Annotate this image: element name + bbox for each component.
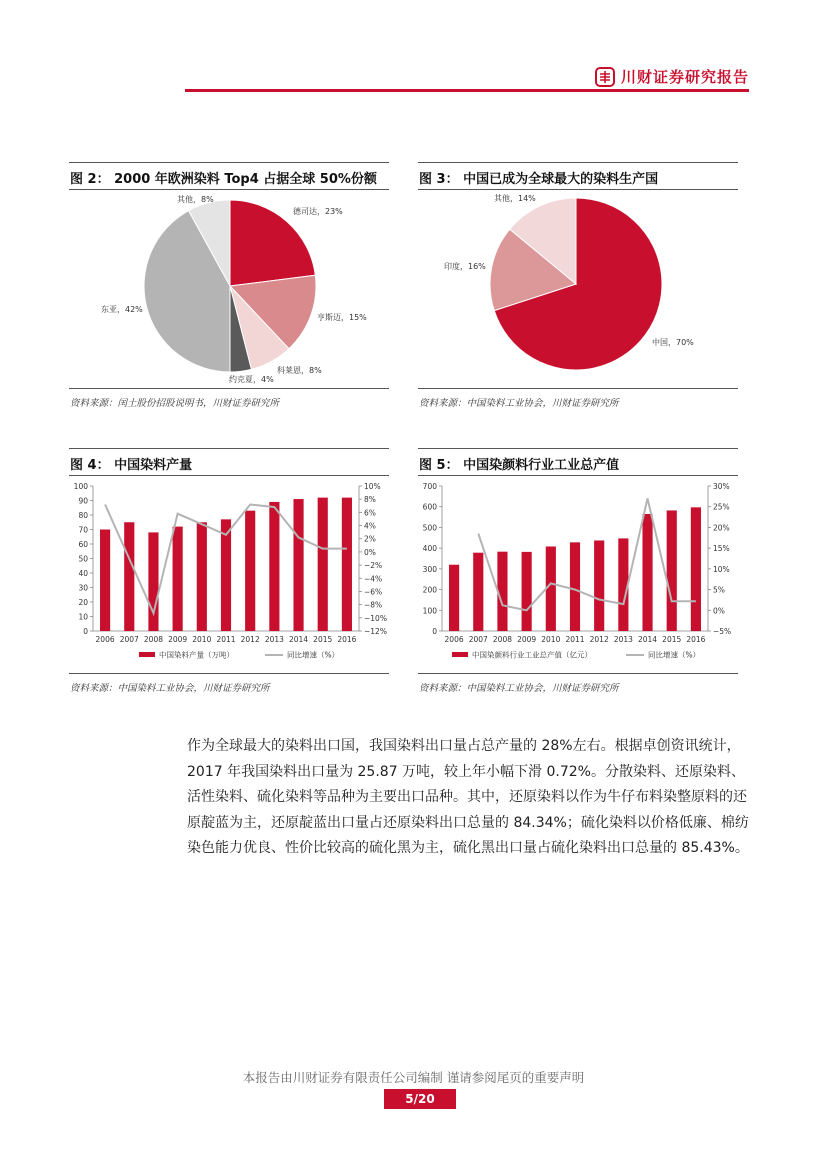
right-tick-label: −4%	[364, 574, 383, 584]
x-tick-label: 2016	[686, 635, 706, 644]
left-tick-label: 90	[78, 496, 88, 506]
bar-2008	[497, 552, 507, 631]
x-tick-label: 2006	[444, 635, 464, 644]
x-tick-label: 2013	[264, 635, 284, 644]
right-tick-label: 10%	[364, 482, 381, 491]
right-tick-label: 4%	[364, 521, 376, 531]
fig4-source: 资料来源：中国染料工业协会，川财证券研究所	[70, 683, 270, 694]
left-tick-label: 400	[422, 544, 437, 554]
right-tick-label: 5%	[713, 585, 725, 595]
legend-bar-label: 中国染料产量（万吨）	[159, 650, 234, 660]
pie-label-3: 约克夏，4%	[229, 375, 274, 384]
bar-2012	[245, 511, 255, 631]
left-tick-label: 700	[422, 482, 437, 491]
bar-2007	[473, 553, 483, 631]
left-tick-label: 200	[422, 585, 437, 595]
left-tick-label: 80	[78, 511, 88, 520]
fig5-top-rule	[418, 448, 738, 449]
x-tick-label: 2014	[637, 635, 658, 644]
left-tick-label: 20	[78, 598, 88, 607]
bar-2006	[100, 530, 110, 632]
x-tick-label: 2008	[492, 635, 513, 644]
fig3-title: 图 3： 中国已成为全球最大的染料生产国	[419, 172, 659, 187]
fig3-source: 资料来源：中国染料工业协会，川财证券研究所	[419, 398, 619, 409]
x-tick-label: 2010	[192, 635, 212, 644]
left-tick-label: 10	[78, 612, 88, 622]
left-tick-label: 0	[432, 627, 437, 636]
footer-disclaimer: 本报告由川财证券有限责任公司编制 谨请参阅尾页的重要声明	[242, 1070, 585, 1085]
bar-2007	[124, 522, 134, 631]
x-tick-label: 2011	[216, 635, 236, 644]
fig4-bottom-rule	[69, 673, 389, 674]
fig2-pie-chart	[69, 190, 389, 386]
bar-2008	[148, 532, 158, 631]
left-tick-label: 600	[422, 502, 437, 512]
fig3-top-rule	[418, 162, 738, 163]
pie-label-1: 亨斯迈，15%	[317, 313, 367, 322]
x-tick-label: 2015	[662, 635, 682, 644]
x-tick-label: 2009	[168, 635, 188, 644]
body-paragraph: 作为全球最大的染料出口国，我国染料出口量占总产量的 28%左右。根据卓创资讯统计，2017 年我国染料出口量为 25.87 万吨，较上年小幅下滑 0.72%。分散染料、还原染料、活性染料、硫化染料等品种为主要出口品种。其中，还原染料以作为牛仔布料染整原料的还原靛蓝为主，还原靛蓝出口量占还原染料出口总量的 84.34%；硫化染料以价格低廉、棉纺染色能力优良、性价比较高的硫化黑为主，硫化黑出口量占硫化染料出口总量的 85.43%。	[187, 738, 749, 856]
left-tick-label: 300	[422, 564, 437, 574]
legend-line-label: 同比增速（%）	[287, 650, 340, 660]
fig5-bottom-rule	[418, 673, 738, 674]
legend-bar-label: 中国染颜料行业工业总产值（亿元）	[472, 650, 592, 660]
bar-2010	[197, 522, 207, 631]
fig2-top-rule	[69, 162, 389, 163]
pie-label-0: 中国，70%	[652, 338, 694, 347]
page-number: 5/20	[384, 1089, 456, 1109]
pie-label-5: 其他，8%	[177, 195, 214, 204]
right-tick-label: −10%	[364, 613, 387, 623]
fig3-bottom-rule	[418, 388, 738, 389]
fig5-combo-chart	[418, 476, 738, 672]
right-tick-label: −2%	[364, 561, 383, 571]
right-tick-label: −6%	[364, 587, 383, 597]
legend-line-label: 同比增速（%）	[648, 650, 701, 660]
right-tick-label: 15%	[713, 544, 730, 554]
right-tick-label: 10%	[713, 564, 730, 574]
bar-2014	[293, 499, 303, 631]
bar-2014	[642, 514, 652, 631]
right-tick-label: −5%	[713, 627, 732, 636]
x-tick-label: 2007	[119, 635, 139, 644]
legend-bar-swatch	[452, 652, 468, 657]
right-tick-label: 25%	[713, 502, 730, 512]
x-tick-label: 2009	[517, 635, 537, 644]
left-tick-label: 100	[73, 482, 88, 491]
fig3-pie-chart	[418, 190, 738, 386]
bar-2015	[667, 510, 677, 631]
fig4-top-rule	[69, 448, 389, 449]
left-tick-label: 0	[83, 627, 88, 636]
right-tick-label: 0%	[713, 606, 725, 616]
brand-name: 川财证券研究报告	[620, 68, 749, 86]
header-rule	[185, 89, 749, 92]
x-tick-label: 2010	[541, 635, 561, 644]
bar-2016	[342, 498, 352, 631]
left-tick-label: 100	[422, 606, 437, 616]
left-tick-label: 70	[78, 525, 88, 535]
x-tick-label: 2014	[288, 635, 309, 644]
bar-2006	[449, 565, 459, 631]
right-tick-label: 30%	[713, 482, 730, 491]
pie-label-2: 科莱恩，8%	[277, 366, 322, 375]
right-tick-label: 2%	[364, 534, 376, 544]
bar-2013	[269, 502, 279, 631]
bar-2011	[570, 542, 580, 631]
fig2-source: 资料来源：闰土股份招股说明书，川财证券研究所	[70, 398, 280, 409]
left-tick-label: 60	[78, 540, 88, 549]
fig4-combo-chart	[69, 476, 389, 672]
bar-2011	[221, 519, 231, 631]
pie-label-1: 印度，16%	[444, 262, 486, 271]
x-tick-label: 2015	[313, 635, 333, 644]
bar-2009	[173, 527, 183, 631]
left-tick-label: 30	[78, 583, 88, 593]
right-tick-label: 8%	[364, 495, 376, 505]
fig5-title: 图 5： 中国染颜料行业工业总产值	[419, 458, 620, 473]
right-tick-label: −12%	[364, 627, 387, 636]
right-tick-label: 20%	[713, 523, 730, 533]
x-tick-label: 2012	[589, 635, 609, 644]
x-tick-label: 2013	[613, 635, 633, 644]
legend-bar-swatch	[139, 652, 155, 657]
pie-label-4: 东亚，42%	[101, 305, 143, 314]
bar-2012	[594, 540, 604, 631]
fig2-title: 图 2： 2000 年欧洲染料 Top4 占据全球 50%份额	[70, 172, 377, 187]
pie-label-0: 德司达，23%	[293, 207, 343, 216]
growth-line	[478, 498, 696, 610]
right-tick-label: 0%	[364, 547, 376, 557]
x-tick-label: 2016	[337, 635, 357, 644]
x-tick-label: 2006	[95, 635, 115, 644]
left-tick-label: 40	[78, 569, 88, 578]
x-tick-label: 2011	[565, 635, 585, 644]
x-tick-label: 2007	[468, 635, 488, 644]
x-tick-label: 2012	[240, 635, 260, 644]
fig2-bottom-rule	[69, 388, 389, 389]
left-tick-label: 50	[78, 554, 88, 564]
brand-logo-icon	[595, 67, 615, 87]
pie-label-2: 其他，14%	[494, 194, 536, 203]
bar-2016	[691, 507, 701, 631]
fig4-title: 图 4： 中国染料产量	[70, 458, 193, 473]
right-tick-label: 6%	[364, 508, 376, 518]
bar-2015	[318, 498, 328, 631]
fig5-source: 资料来源：中国染料工业协会，川财证券研究所	[419, 683, 619, 694]
brand	[595, 66, 749, 87]
bar-2009	[522, 552, 532, 631]
left-tick-label: 500	[422, 523, 437, 533]
x-tick-label: 2008	[143, 635, 164, 644]
right-tick-label: −8%	[364, 600, 383, 610]
